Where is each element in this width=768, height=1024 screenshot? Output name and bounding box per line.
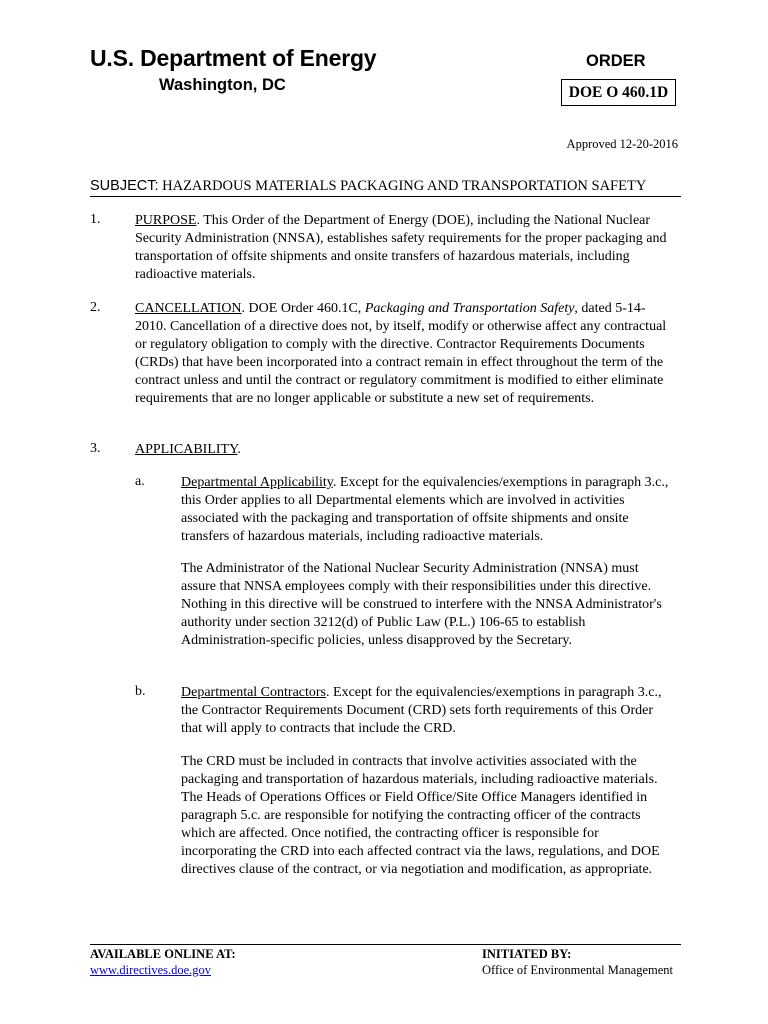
section-3b-title: Departmental Contractors — [181, 685, 327, 700]
section-3-applicability — [135, 441, 241, 459]
subject-label: SUBJECT: — [90, 178, 159, 194]
section-3b-crd-paragraph: The CRD must be included in contracts that involve activities associated with the packaging and transportation of hazardous materials, including radioactive materials. The Heads of Operations Offices or Field Office/Site Office Managers identified in paragraph 5.c. are responsible for notifying the contracting officer of the contracts which are affected. Once notified, the contracting officer is responsible for incorporating the CRD into each affected contract via the laws, regulations, and DOE directives clause of the contract, or via negotiation and modification, as appropriate. — [181, 754, 660, 877]
section-2-title: CANCELLATION — [135, 301, 242, 316]
section-2-cancellation — [135, 300, 675, 408]
section-1-title: PURPOSE — [135, 213, 197, 228]
section-3a-number: a. — [135, 474, 145, 489]
section-1-body: . This Order of the Department of Energy (DOE), including the National Nuclear Security Administration (NNSA), establishes safety requirements for the proper packaging and transportation of offsite shipments and onsite transfers of hazardous materials, including radioactive materials. — [135, 213, 667, 282]
section-3a-departmental-applicability — [181, 474, 675, 546]
subject-divider — [90, 196, 681, 197]
initiated-by-office: Office of Environmental Management — [482, 963, 674, 977]
approved-date: Approved 12-20-2016 — [566, 137, 678, 151]
section-3a-nnsa-paragraph: The Administrator of the National Nuclear Security Administration (NNSA) must assure that NNSA employees comply with their responsibilities under this directive. Nothing in this directive will be construed to interfere with the NNSA Administrator's authority under section 3212(d) of Public Law (P.L.) 106-65 to establish Administration-specific policies, unless disapproved by the Secretary. — [181, 561, 662, 648]
doc-type: ORDER — [586, 52, 646, 70]
section-2-number: 2. — [90, 300, 101, 315]
section-3b-number: b. — [135, 684, 146, 699]
section-3a-body: . Except for the equivalencies/exemptions in paragraph 3.c., this Order applies to all Departmental elements which are involved in activities associated with the packaging and transportation of offsite shipments and onsite transfers of hazardous materials, including radioactive materials. — [181, 475, 669, 544]
section-3-title-suffix: . — [237, 442, 241, 457]
section-3-number: 3. — [90, 441, 101, 456]
section-3-title: APPLICABILITY — [135, 442, 238, 457]
section-3b-departmental-contractors — [181, 684, 675, 738]
initiated-by-label: INITIATED BY: — [482, 947, 572, 961]
section-1-purpose — [135, 212, 670, 284]
section-3a-title: Departmental Applicability — [181, 475, 333, 490]
section-3b-body: . Except for the equivalencies/exemptions in paragraph 3.c., the Contractor Requirements Document (CRD) sets forth requirements of this Order that will apply to contracts that include the CRD. — [181, 685, 662, 736]
agency-title: U.S. Department of Energy — [90, 45, 377, 71]
doc-number-box: DOE O 460.1D — [561, 79, 676, 106]
available-online-label: AVAILABLE ONLINE AT: — [90, 947, 236, 961]
agency-city: Washington, DC — [159, 76, 286, 94]
footer-divider — [90, 944, 681, 945]
subject-text: HAZARDOUS MATERIALS PACKAGING AND TRANSPORTATION SAFETY — [162, 178, 647, 194]
subject-line — [90, 178, 646, 195]
section-2-cancelled-title: Packaging and Transportation Safety — [364, 301, 575, 316]
section-1-number: 1. — [90, 212, 101, 227]
section-2-body-pre: . DOE Order 460.1C, — [241, 301, 365, 316]
section-2-body-post: , dated 5-14-2010. Cancellation of a directive does not, by itself, modify or otherwise affect any contractual or regulatory obligation to comply with the directive. Contractor Requirements Documents (CRDs) that have been incorporated into a contract remain in effect throughout the term of the contract unless and until the contract or regulatory commitment is modified to either eliminate requirements that are no longer applicable or substitute a new set of requirements. — [135, 301, 667, 406]
directives-link[interactable]: www.directives.doe.gov — [90, 963, 212, 977]
